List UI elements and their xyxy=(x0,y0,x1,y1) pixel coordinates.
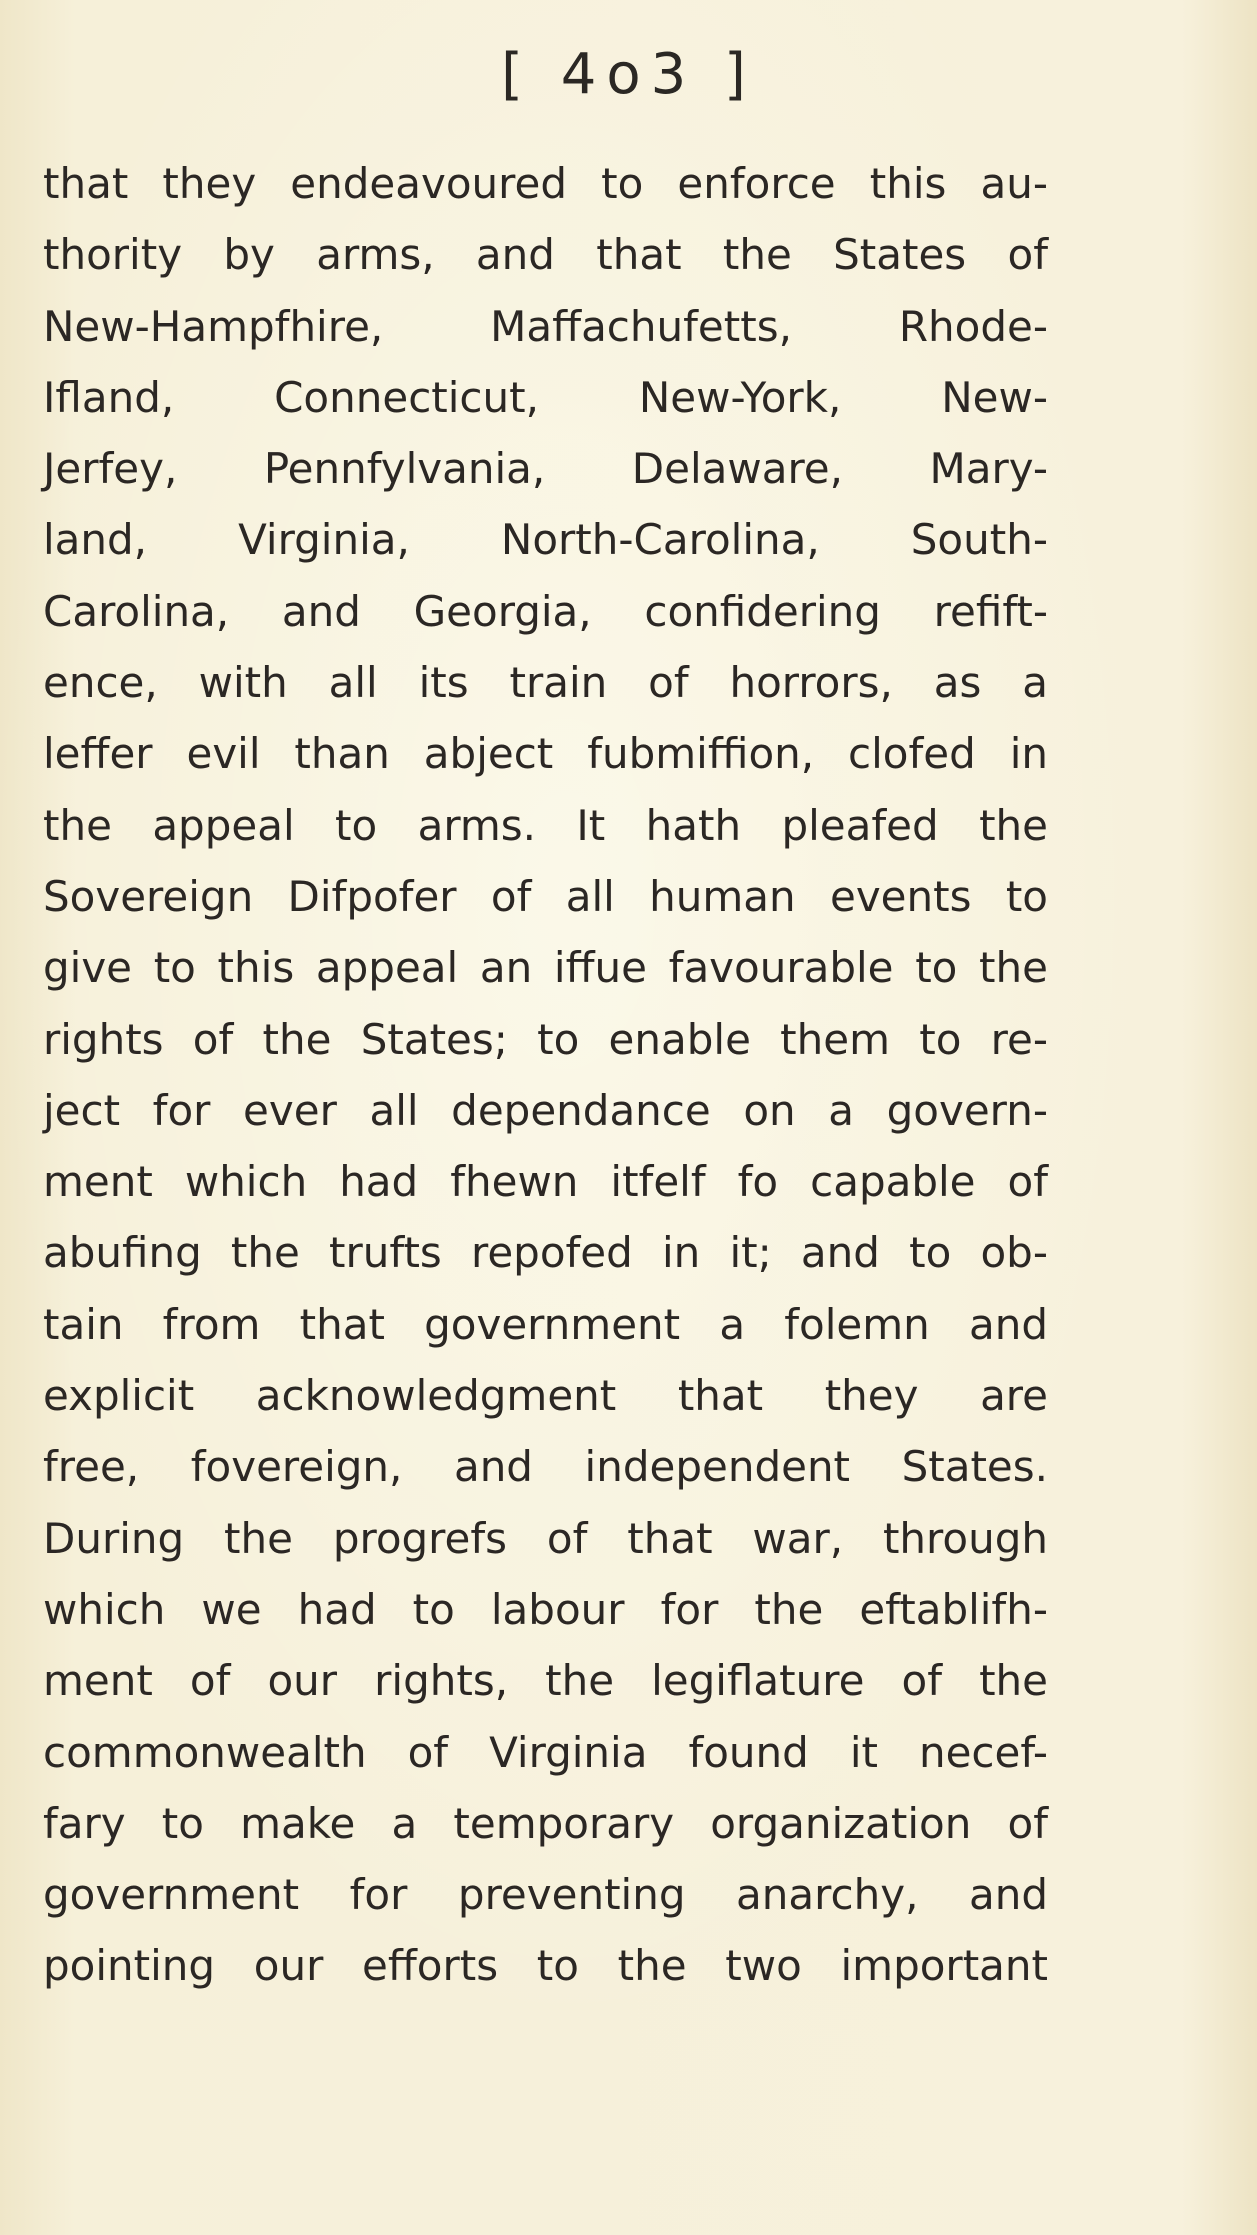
text-line: which we had to labour for the eftablifh- xyxy=(43,1584,1048,1634)
text-line: Ifland, Connecticut, New-York, New- xyxy=(43,372,1048,422)
text-line: free, fovereign, and independent States. xyxy=(43,1442,1048,1492)
text-line: thority by arms, and that the States of xyxy=(43,230,1048,280)
text-line: leffer evil than abject fubmiffion, clofed in xyxy=(43,729,1048,779)
text-line: tain from that government a folemn and xyxy=(43,1299,1048,1349)
page-number-header: [ 4o3 ] xyxy=(501,42,756,107)
text-line: New-Hampfhire, Maffachufetts, Rhode- xyxy=(43,301,1048,351)
text-line: fary to make a temporary organization of xyxy=(43,1798,1048,1848)
text-line: explicit acknowledgment that they are xyxy=(43,1371,1048,1421)
text-line: Carolina, and Georgia, confidering refift- xyxy=(43,586,1048,636)
text-line: Jerfey, Pennfylvania, Delaware, Mary- xyxy=(43,444,1048,494)
text-line: rights of the States; to enable them to re- xyxy=(43,1014,1048,1064)
text-line: During the progrefs of that war, through xyxy=(43,1513,1048,1563)
body-text xyxy=(43,148,1048,2002)
text-line: ence, with all its train of horrors, as a xyxy=(43,658,1048,708)
text-line: pointing our efforts to the two important xyxy=(43,1941,1048,1991)
text-line: commonwealth of Virginia found it necef- xyxy=(43,1727,1048,1777)
text-line: land, Virginia, North-Carolina, South- xyxy=(43,515,1048,565)
text-line: ment of our rights, the legiflature of the xyxy=(43,1656,1048,1706)
text-line: ject for ever all dependance on a govern- xyxy=(43,1085,1048,1135)
text-line: the appeal to arms. It hath pleafed the xyxy=(43,800,1048,850)
text-line: Sovereign Difpofer of all human events to xyxy=(43,871,1048,921)
text-line: ment which had fhewn itfelf fo capable of xyxy=(43,1157,1048,1207)
text-line: abufing the trufts repofed in it; and to ob- xyxy=(43,1228,1048,1278)
text-line: give to this appeal an iffue favourable to the xyxy=(43,943,1048,993)
text-line: government for preventing anarchy, and xyxy=(43,1870,1048,1920)
text-line: that they endeavoured to enforce this au- xyxy=(43,159,1048,208)
